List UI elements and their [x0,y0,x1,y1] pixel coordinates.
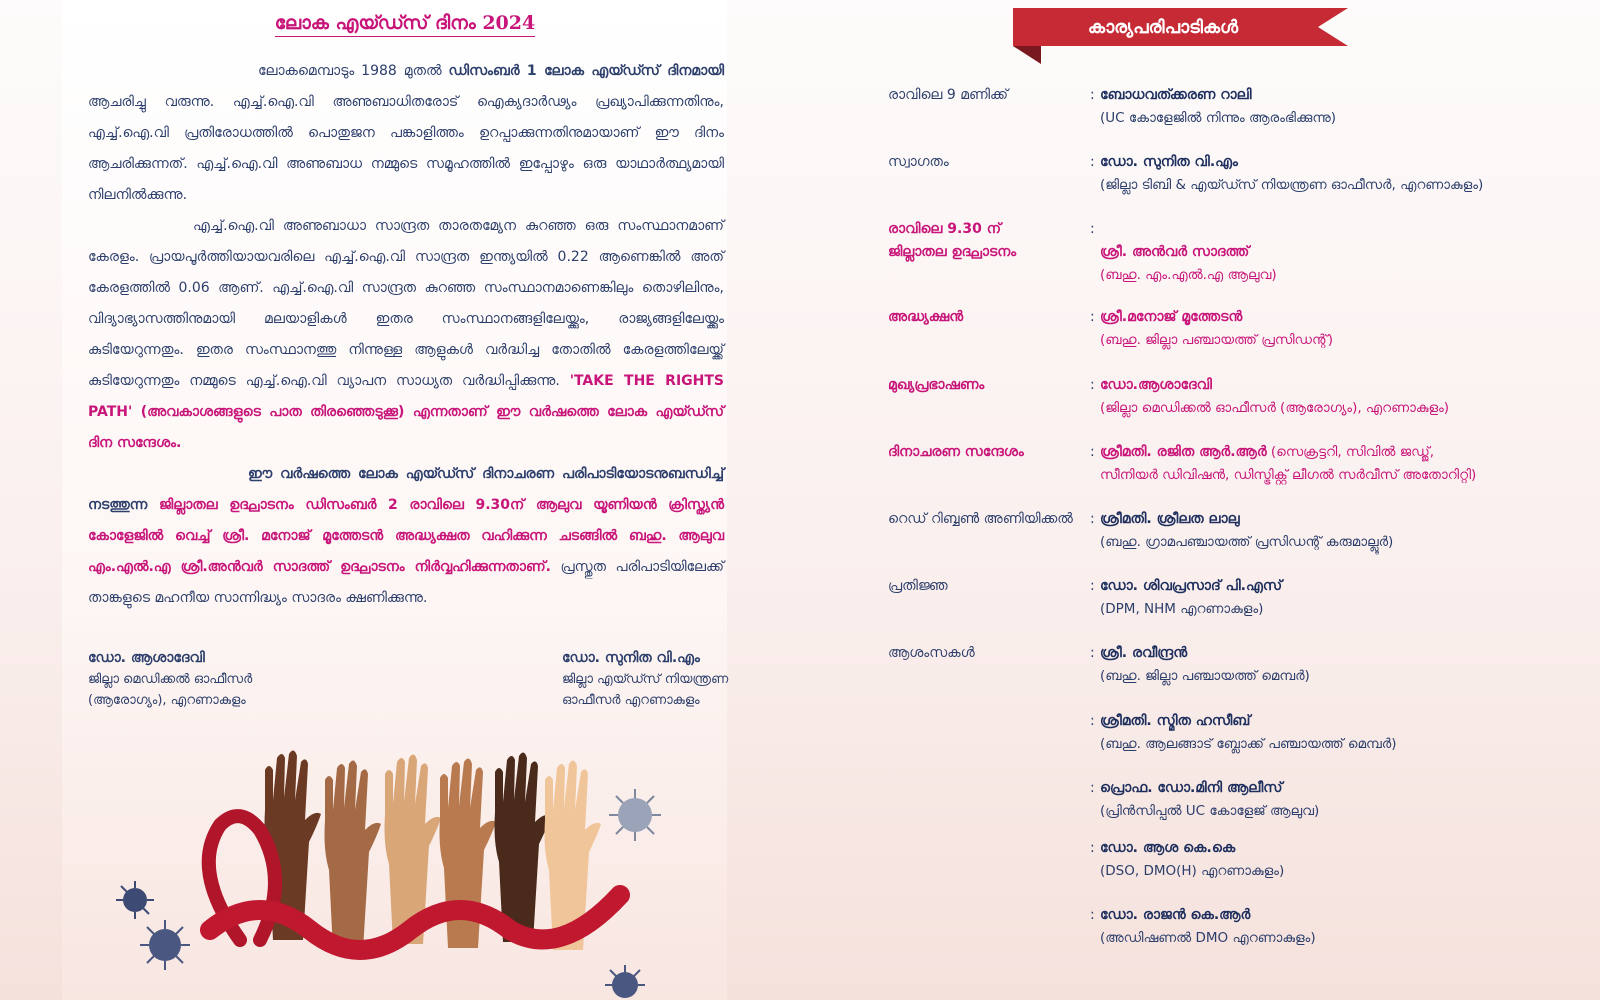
separator-colon: : [1090,511,1095,527]
separator-colon: : [1090,154,1095,170]
programme-person [1100,837,1590,883]
person-designation: (ബഹു. ജില്ലാ പഞ്ചായത്ത് പ്രസിഡന്റ്) [1100,332,1334,348]
programme-person [1100,508,1590,554]
virus-icon [605,965,645,998]
virus-icon [140,920,190,970]
paragraph-2: എച്ച്.ഐ.വി അണുബാധാ സാന്ദ്രത താരതമ്യേന കുറഞ്ഞ ഒരു സംസ്ഥാനമാണ് കേരളം. പ്രായപൂർത്തിയായവരിലെ എച്ച്.ഐ.വി സാന്ദ്രത ഇന്ത്യയിൽ 0.22 ആണെങ്കിൽ അത് കേരളത്തിൽ 0.06 ആണ്. എച്ച്.ഐ.വി സാന്ദ്രത കുറഞ്ഞ സംസ്ഥാനമാണെങ്കിലും തൊഴിലിനും, വിദ്യാഭ്യാസത്തിനുമായി മലയാളികൾ ഇതര സംസ്ഥാനങ്ങളിലേയ്ക്കും, രാജ്യങ്ങളിലേയ്ക്കും കുടിയേറുന്നതും. ഇതര സംസ്ഥാനത്തു നിന്നുള്ള ആളുകൾ വർദ്ധിച്ച തോതിൽ കേരളത്തിലേയ്ക്ക് കുടിയേറുന്നതും നമ്മുടെ എച്ച്.ഐ.വി വ്യാപന സാധ്യത വർദ്ധിപ്പിക്കുന്നു. 'TAKE THE RIGHTS PATH' (അവകാശങ്ങളുടെ പാത തിരഞ്ഞെടുക്കൂ) എന്നതാണ് ഈ വർഷത്തെ ലോക എയ്ഡ്സ് ദിന സന്ദേശം. [88,218,725,451]
programme-role [888,441,1088,464]
separator-colon: : [1090,907,1095,923]
programme-person [1100,575,1590,621]
programme-role [888,218,1088,264]
invitation-letter [88,56,724,614]
paragraph-1: ലോകമെമ്പാടും 1988 മുതൽ ഡിസംബർ 1 ലോക എയ്ഡ്സ് ദിനമായി ആചരിച്ചു വരുന്നു. എച്ച്.ഐ.വി അണുബാധിതരോട് ഐക്യദാർഢ്യം പ്രഖ്യാപിക്കുന്നതിനും, എച്ച്.ഐ.വി പ്രതിരോധത്തിൽ പൊതുജന പങ്കാളിത്തം ഉറപ്പാക്കുന്നതിനുമായാണ് ഈ ദിനം ആചരിക്കുന്നത്. എച്ച്.ഐ.വി അണുബാധ നമ്മുടെ സമൂഹത്തിൽ ഇപ്പോഴും ഒരു യാഥാർത്ഥ്യമായി നിലനിൽക്കുന്നു. [88,63,724,203]
person-designation: സീനിയർ ഡിവിഷൻ, ഡിസ്ട്രിക്റ്റ് ലീഗൽ സർവീസ് അതോറിറ്റി) [1100,467,1477,483]
person-designation: (ജില്ലാ മെഡിക്കൽ ഓഫീസർ (ആരോഗ്യം), എറണാകുളം) [1100,400,1450,416]
programme-role [888,306,1088,329]
person-name: ശ്രീ. രവീന്ദ്രൻ [1100,645,1188,661]
programme-role-text: രാവിലെ 9 മണിക്ക് [888,87,1009,103]
person-designation: (ജില്ലാ ടിബി & എയ്ഡ്സ് നിയന്ത്രണ ഓഫീസർ, എറണാകുളം) [1100,177,1484,193]
person-designation: (അഡിഷണൽ DMO എറണാകുളം) [1100,930,1316,946]
person-name: ശ്രീമതി. സ്മിത ഹസീബ് [1100,713,1251,729]
programme-role-text: ദിനാചരണ സന്ദേശം [888,444,1024,460]
programme-person [1100,306,1590,352]
programme-role [888,642,1088,665]
red-ribbon-hands-illustration [90,740,710,1000]
separator-colon: : [1090,840,1095,856]
person-name: ഡോ. ശിവപ്രസാദ് പി.എസ് [1100,578,1283,594]
page-title: ലോക എയ്ഡ്സ് ദിനം 2024 [0,12,810,34]
person-name: ശ്രീ. അൻവർ സാദത്ത് [1100,244,1250,260]
person-name: ഡോ. ആശ കെ.കെ [1100,840,1236,856]
separator-colon: : [1090,578,1095,594]
programme-role-text: മുഖ്യപ്രഭാഷണം [888,377,985,393]
separator-colon: : [1090,444,1095,460]
programme-person [1100,241,1590,287]
programme-role-text: അദ്ധ്യക്ഷൻ [888,309,964,325]
raised-hand-icon [325,760,382,950]
virus-icon [116,881,154,919]
programme-role-text: ആശംസകൾ [888,645,975,661]
signature-block-left: ഡോ. ആശാദേവി ജില്ലാ മെഡിക്കൽ ഓഫീസർ (ആരോഗ്യം), എറണാകുളം [88,650,253,708]
programme-role-text: പ്രതിജ്ഞ [888,578,948,594]
separator-colon: : [1090,221,1095,237]
person-designation: (ബഹു. ജില്ലാ പഞ്ചായത്ത് മെമ്പർ) [1100,668,1310,684]
separator-colon: : [1090,87,1095,103]
programme-person [1100,642,1590,688]
programme-role [888,151,1088,174]
programme-person [1100,151,1590,197]
person-designation: (DSO, DMO(H) എറണാകുളം) [1100,863,1285,879]
programme-title: കാര്യപരിപാടികൾ [1087,17,1239,38]
person-name: ഡോ. സുനിത വി.എം [1100,154,1238,170]
person-name: ശ്രീമതി. ശ്രീലത ലാലു [1100,511,1240,527]
separator-colon: : [1090,713,1095,729]
person-designation: (സെക്രട്ടറി, സിവിൽ ജഡ്ജ്, [1266,444,1435,460]
programme-role-text: റെഡ് റിബ്ബൺ അണിയിക്കൽ [888,511,1073,527]
person-name: പ്രൊഫ. ഡോ.മിനി ആലീസ് [1100,780,1283,796]
programme-person [1100,374,1590,420]
programme-role-text: രാവിലെ 9.30 ന് [888,221,1001,237]
programme-person [1100,710,1590,756]
person-designation: (ബഹു. എം.എൽ.എ ആലുവ) [1100,267,1277,283]
person-designation: (പ്രിൻസിപ്പൽ UC കോളേജ് ആലുവ) [1100,803,1320,819]
programme-person [1100,904,1590,950]
person-name: ഡോ. രാജൻ കെ.ആർ [1100,907,1251,923]
programme-role [888,84,1088,107]
paragraph-3: ഈ വർഷത്തെ ലോക എയ്ഡ്സ് ദിനാചരണ പരിപാടിയോടനുബന്ധിച്ച് നടത്തുന്ന ജില്ലാതല ഉദ്ഘാടനം ഡിസംബർ 2 രാവിലെ 9.30ന് ആലുവ യൂണിയൻ ക്രിസ്ത്യൻ കോളേജിൽ വെച്ച് ശ്രീ. മനോജ് മൂത്തേടൻ അദ്ധ്യക്ഷത വഹിക്കുന്ന ചടങ്ങിൽ ബഹു. ആലുവ എം.എൽ.എ ശ്രീ.അൻവർ സാദത്ത് ഉദ്ഘാടനം നിർവ്വഹിക്കുന്നതാണ്. പ്രസ്തുത പരിപാടിയിലേക്ക് താങ്കളുടെ മഹനീയ സാന്നിദ്ധ്യം സാദരം ക്ഷണിക്കുന്നു. [88,466,724,606]
separator-colon: : [1090,645,1095,661]
person-designation: (ബഹു. ഗ്രാമപഞ്ചായത്ത് പ്രസിഡന്റ് കരുമാല്ലൂർ) [1100,534,1394,550]
programme-person [1100,441,1590,487]
person-name: ശ്രീ.മനോജ് മൂത്തേടൻ [1100,309,1243,325]
signature-block-right: ഡോ. സുനിത വി.എം ജില്ലാ എയ്ഡ്സ് നിയന്ത്രണ ഓഫീസർ എറണാകുളം [562,650,729,708]
programme-person [1100,777,1590,823]
person-designation: (UC കോളേജിൽ നിന്നും ആരംഭിക്കുന്നു) [1100,110,1337,126]
virus-icon [609,789,661,841]
person-designation: (ബഹു. ആലങ്ങാട് ബ്ലോക്ക് പഞ്ചായത്ത് മെമ്പർ) [1100,736,1397,752]
programme-role [888,508,1088,531]
separator-colon: : [1090,377,1095,393]
person-name: ഡോ.ആശാദേവി [1100,377,1212,393]
person-name: ബോധവത്ക്കരണ റാലി [1100,87,1252,103]
person-name: ശ്രീമതി. രജിത ആർ.ആർ [1100,444,1267,460]
person-designation: (DPM, NHM എറണാകുളം) [1100,601,1264,617]
separator-colon: : [1090,780,1095,796]
programme-role [888,374,1088,397]
programme-person [1100,84,1590,130]
programme-role-text: സ്വാഗതം [888,154,949,170]
programme-role [888,575,1088,598]
separator-colon: : [1090,309,1095,325]
programme-role-text: ജില്ലാതല ഉദ്ഘാടനം [888,244,1017,260]
